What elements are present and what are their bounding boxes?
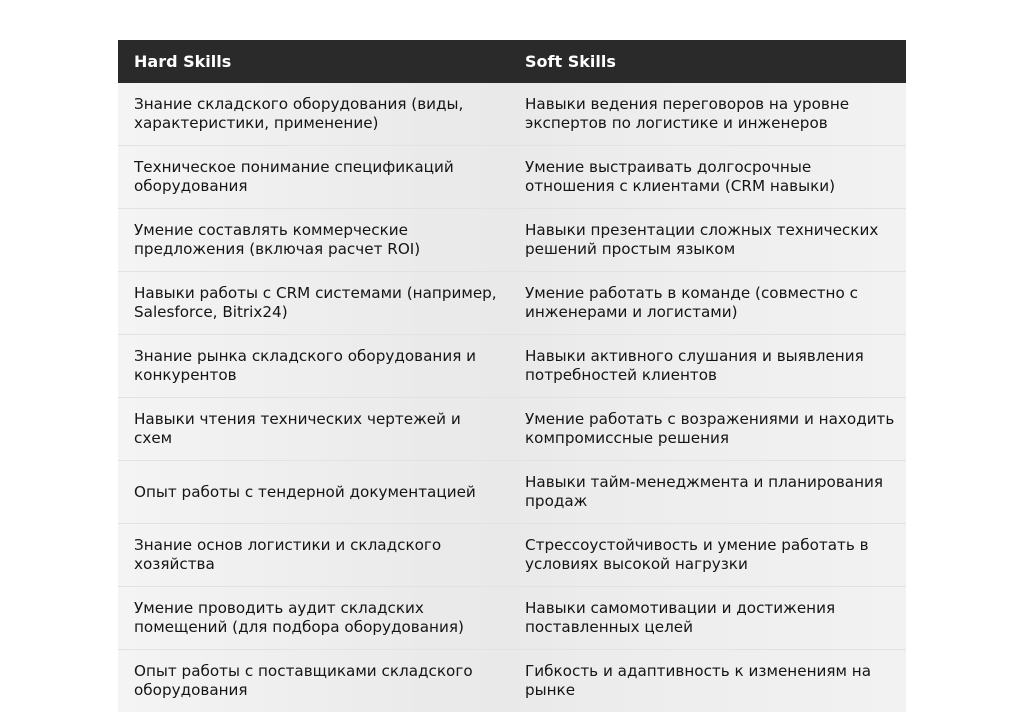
soft-skill-cell: Стрессоустойчивость и умение работать в условиях высокой нагрузки [525,536,869,573]
soft-skill-cell: Гибкость и адаптивность к изменениям на рынке [525,662,872,699]
table-row [118,587,906,650]
hard-skill-cell: Опыт работы с поставщиками складского оборудования [134,662,473,699]
table-row [118,335,906,398]
soft-skill-cell: Навыки тайм-менеджмента и планирования продаж [525,473,884,510]
table-row [118,461,906,524]
hard-skill-cell: Знание рынка складского оборудования и конкурентов [134,347,477,384]
soft-skill-cell: Умение работать с возражениями и находить компромиссные решения [525,410,895,447]
hard-skill-cell: Навыки работы с CRM системами (например, Salesforce, Bitrix24) [134,284,497,321]
table-row [118,650,906,712]
soft-skill-cell: Навыки активного слушания и выявления потребностей клиентов [525,347,864,384]
header-hard-skills: Hard Skills [134,52,232,71]
skills-table [118,40,906,712]
table-row [118,209,906,272]
table-header [118,40,906,83]
hard-skill-cell: Знание складского оборудования (виды, характеристики, применение) [134,95,464,132]
table-row [118,272,906,335]
table-row [118,83,906,146]
soft-skill-cell: Умение выстраивать долгосрочные отношения с клиентами (CRM навыки) [525,158,836,195]
soft-skill-cell: Умение работать в команде (совместно с инженерами и логистами) [525,284,858,321]
table-row [118,146,906,209]
hard-skill-cell: Опыт работы с тендерной документацией [134,482,476,501]
header-soft-skills: Soft Skills [525,52,616,71]
hard-skill-cell: Навыки чтения технических чертежей и схем [134,410,461,447]
soft-skill-cell: Навыки презентации сложных технических решений простым языком [525,221,879,258]
hard-skill-cell: Техническое понимание спецификаций оборудования [134,158,454,195]
hard-skill-cell: Знание основ логистики и складского хозяйства [134,536,442,573]
hard-skill-cell: Умение проводить аудит складских помещений (для подбора оборудования) [134,599,464,636]
table-row [118,524,906,587]
soft-skill-cell: Навыки самомотивации и достижения поставленных целей [525,599,836,636]
table-body [118,83,906,712]
table-row [118,398,906,461]
hard-skill-cell: Умение составлять коммерческие предложения (включая расчет ROI) [134,221,421,258]
soft-skill-cell: Навыки ведения переговоров на уровне экспертов по логистике и инженеров [525,95,850,132]
